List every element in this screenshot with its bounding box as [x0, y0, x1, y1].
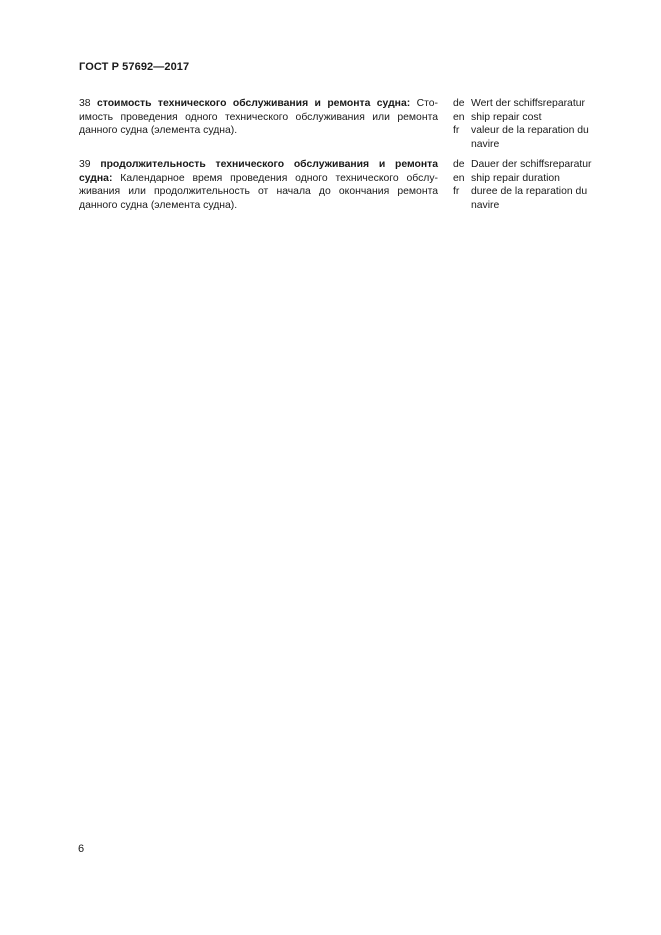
equivalent-text: ship repair cost: [471, 111, 542, 123]
term-definition: [79, 158, 438, 212]
term-title: продолжительность технического обслуживания и ремонта судна:: [79, 159, 439, 184]
lang-code: en: [453, 111, 465, 123]
equivalent-de: [453, 158, 613, 172]
term-title: стоимость технического обслуживания и ремонта судна:: [96, 98, 411, 109]
term-definition: [79, 97, 438, 138]
equivalent-fr: [453, 124, 613, 151]
equivalent-fr: [453, 185, 613, 212]
lang-code: de: [453, 159, 465, 170]
equivalent-en: [453, 172, 613, 186]
document-header: ГОСТ Р 57692—2017: [79, 61, 190, 73]
foreign-equivalents: [453, 97, 613, 151]
term-number: 39: [79, 159, 91, 170]
term-number: 38: [79, 98, 91, 109]
lang-code: en: [453, 172, 465, 184]
equivalent-text: Wert der schiffsreparatur: [471, 98, 585, 109]
lang-code: de: [453, 98, 465, 109]
term-definition-text: Календарное время проведения одного технического обслуживания или продолжительность от начала до окончания ремонта данного судна (элемента судна).: [79, 172, 438, 211]
lang-code: fr: [453, 186, 460, 198]
equivalent-text: ship repair duration: [471, 172, 560, 184]
lang-code: fr: [453, 125, 460, 137]
equivalent-text: Dauer der schiffsreparatur: [471, 159, 592, 170]
equivalent-en: [453, 111, 613, 125]
equivalent-text: valeur de la reparation du navire: [471, 125, 589, 150]
equivalent-text: duree de la reparation du navire: [471, 186, 588, 211]
equivalent-de: [453, 97, 613, 111]
page-number: 6: [78, 843, 85, 855]
foreign-equivalents: [453, 158, 613, 212]
term-definition-text: Стоимость проведения одного технического обслуживания или ремонта данного судна (элемента судна).: [79, 98, 439, 137]
